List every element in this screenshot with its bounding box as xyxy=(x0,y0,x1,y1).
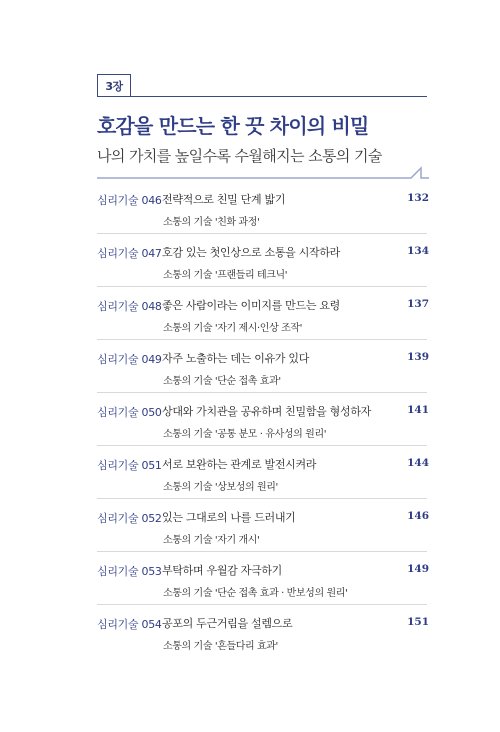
entry-code: 심리기술 047 xyxy=(97,247,162,260)
entry-divider xyxy=(97,286,427,287)
entry-divider xyxy=(97,233,427,234)
entry-page-number: 144 xyxy=(407,457,429,469)
chapter-header-line xyxy=(97,96,427,97)
entry-page-number: 149 xyxy=(407,563,429,575)
entry-title: 호감 있는 첫인상으로 소통을 시작하라 xyxy=(162,246,341,259)
entry-code: 심리기술 053 xyxy=(97,565,162,578)
entry-code: 심리기술 049 xyxy=(97,353,162,366)
entry-title: 좋은 사람이라는 이미지를 만드는 요령 xyxy=(162,299,341,312)
entry-divider xyxy=(97,392,427,393)
entry-code: 심리기술 051 xyxy=(97,459,162,472)
entry-subtitle: 소통의 기술 '상보성의 원리' xyxy=(163,482,278,493)
entry-title: 부탁하며 우월감 자극하기 xyxy=(162,564,282,577)
entry-page-number: 132 xyxy=(407,192,429,204)
entry-title: 상대와 가치관을 공유하며 친밀함을 형성하자 xyxy=(162,405,371,418)
entry-code: 심리기술 050 xyxy=(97,406,162,419)
entry-subtitle: 소통의 기술 '흔들다리 효과' xyxy=(163,641,278,652)
entry-title: 있는 그대로의 나를 드러내기 xyxy=(162,511,296,524)
entry-divider xyxy=(97,551,427,552)
toc-entry[interactable] xyxy=(0,192,500,236)
entry-subtitle: 소통의 기술 '단순 접촉 효과 · 반보성의 원리' xyxy=(163,588,348,599)
subtitle-callout-rule xyxy=(95,164,435,186)
entry-divider xyxy=(97,498,427,499)
toc-entry[interactable] xyxy=(0,510,500,554)
entry-code: 심리기술 048 xyxy=(97,300,162,313)
entry-page-number: 139 xyxy=(407,351,429,363)
toc-entry[interactable] xyxy=(0,616,500,660)
entry-code: 심리기술 052 xyxy=(97,512,162,525)
toc-entry[interactable] xyxy=(0,457,500,501)
entry-subtitle: 소통의 기술 '공통 분모 · 유사성의 원리' xyxy=(163,429,327,440)
entry-page-number: 134 xyxy=(407,245,429,257)
entry-title: 자주 노출하는 데는 이유가 있다 xyxy=(162,352,310,365)
entry-title: 서로 보완하는 관계로 발전시켜라 xyxy=(162,458,317,471)
chapter-badge: 3장 xyxy=(97,74,131,96)
entry-subtitle: 소통의 기술 '자기 개시' xyxy=(163,535,260,546)
entry-divider xyxy=(97,339,427,340)
entry-code: 심리기술 046 xyxy=(97,194,162,207)
toc-entry[interactable] xyxy=(0,351,500,395)
entry-page-number: 146 xyxy=(407,510,429,522)
entry-divider xyxy=(97,604,427,605)
entry-page-number: 141 xyxy=(407,404,429,416)
entry-page-number: 151 xyxy=(407,616,429,628)
toc-entry[interactable] xyxy=(0,245,500,289)
toc-entry[interactable] xyxy=(0,298,500,342)
entry-subtitle: 소통의 기술 '프랜들리 테크닉' xyxy=(163,270,288,281)
toc-entry[interactable] xyxy=(0,404,500,448)
entry-divider xyxy=(97,445,427,446)
entry-subtitle: 소통의 기술 '친화 과정' xyxy=(163,217,260,228)
chapter-subtitle: 나의 가치를 높일수록 수월해지는 소통의 기술 xyxy=(97,147,382,165)
entry-subtitle: 소통의 기술 '자기 제시·인상 조작' xyxy=(163,323,302,334)
entry-page-number: 137 xyxy=(407,298,429,310)
chapter-title: 호감을 만드는 한 끗 차이의 비밀 xyxy=(97,114,369,138)
toc-entry[interactable] xyxy=(0,563,500,607)
entry-title: 공포의 두근거림을 설렘으로 xyxy=(162,617,293,630)
entry-title: 전략적으로 친밀 단계 밟기 xyxy=(162,193,286,206)
entry-code: 심리기술 054 xyxy=(97,618,162,631)
entry-subtitle: 소통의 기술 '단순 접촉 효과' xyxy=(163,376,281,387)
